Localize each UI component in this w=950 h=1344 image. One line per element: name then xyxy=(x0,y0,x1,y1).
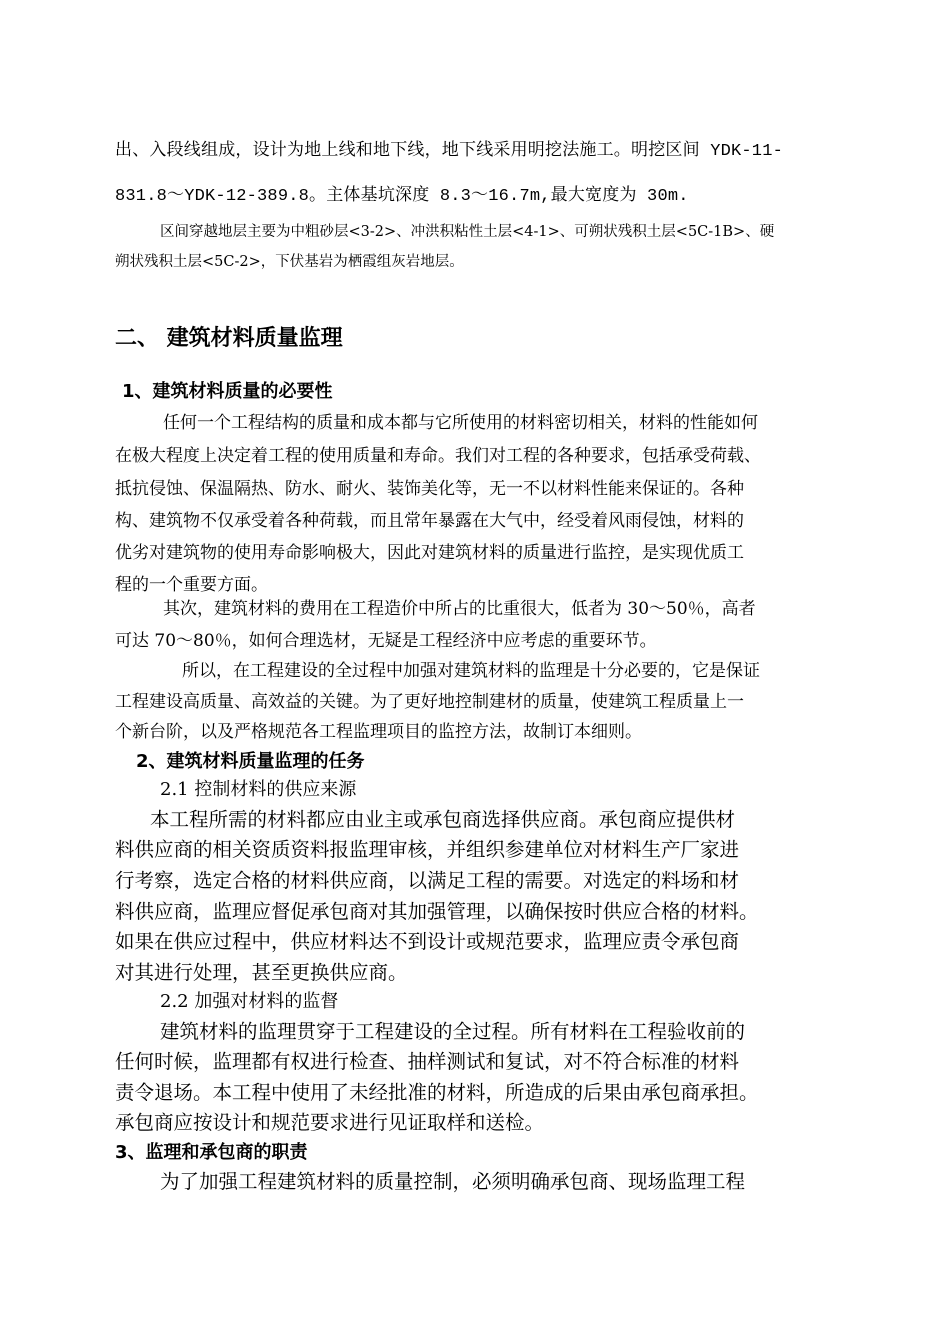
item-2-1-line-2: 料供应商的相关资质资料报监理审核，并组织参建单位对材料生产厂家进 xyxy=(115,838,740,861)
item-2-1-title: 2.1 控制材料的供应来源 xyxy=(160,779,357,800)
section-heading: 二、 建筑材料质量监理 xyxy=(115,326,343,351)
subsection-2-heading: 2、建筑材料质量监理的任务 xyxy=(136,751,365,772)
subsection-3-heading: 3、监理和承包商的职责 xyxy=(115,1142,308,1163)
para1-line-6: 程的一个重要方面。 xyxy=(115,575,268,595)
para3-line-1: 所以，在工程建设的全过程中加强对建筑材料的监理是十分必要的，它是保证 xyxy=(182,661,760,681)
subsection-1-heading: 1、建筑材料质量的必要性 xyxy=(122,381,333,402)
para1-line-2: 在极大程度上决定着工程的使用质量和寿命。我们对工程的各种要求，包括承受荷载、 xyxy=(115,446,761,466)
item-2-2-line-3: 责令退场。本工程中使用了未经批准的材料，所造成的后果由承包商承担。 xyxy=(115,1081,759,1104)
strata-line-2: 朔状残积土层<5C-2>，下伏基岩为栖霞组灰岩地层。 xyxy=(115,254,464,270)
para2-line-1: 其次，建筑材料的费用在工程造价中所占的比重很大，低者为 30～50％，高者 xyxy=(163,599,756,619)
item-2-2-line-4: 承包商应按设计和规范要求进行见证取样和送检。 xyxy=(115,1111,545,1134)
item-2-1-line-1: 本工程所需的材料都应由业主或承包商选择供应商。承包商应提供材 xyxy=(150,808,736,831)
item-2-1-line-6: 对其进行处理，甚至更换供应商。 xyxy=(115,961,408,984)
strata-line-1: 区间穿越地层主要为中粗砂层<3-2>、冲洪积粘性土层<4-1>、可朔状残积土层<5C-1B>、硬 xyxy=(160,224,775,240)
item-2-1-line-5: 如果在供应过程中，供应材料达不到设计或规范要求，监理应责令承包商 xyxy=(115,930,740,953)
item-2-2-title: 2.2 加强对材料的监督 xyxy=(160,991,339,1012)
para3-line-3: 个新台阶，以及严格规范各工程监理项目的监控方法，故制订本细则。 xyxy=(115,722,642,742)
intro-line-1: 出、入段线组成，设计为地上线和地下线，地下线采用明挖法施工。明挖区间 YDK-11- xyxy=(115,142,784,161)
item-2-2-line-1: 建筑材料的监理贯穿于工程建设的全过程。所有材料在工程验收前的 xyxy=(160,1020,746,1043)
para1-line-3: 抵抗侵蚀、保温隔热、防水、耐火、装饰美化等，无一不以材料性能来保证的。各种 xyxy=(115,479,744,499)
para3-line-2: 工程建设高质量、高效益的关键。为了更好地控制建材的质量，使建筑工程质量上一 xyxy=(115,692,744,712)
para1-line-1: 任何一个工程结构的质量和成本都与它所使用的材料密切相关，材料的性能如何 xyxy=(163,413,758,433)
item-2-1-line-3: 行考察，选定合格的材料供应商，以满足工程的需要。对选定的料场和材 xyxy=(115,869,740,892)
subsection-3-line-1: 为了加强工程建筑材料的质量控制，必须明确承包商、现场监理工程 xyxy=(160,1170,746,1193)
item-2-2-line-2: 任何时候，监理都有权进行检查、抽样测试和复试，对不符合标准的材料 xyxy=(115,1050,740,1073)
para2-line-2: 可达 70～80％，如何合理选材，无疑是工程经济中应考虑的重要环节。 xyxy=(115,631,657,651)
para1-line-5: 优劣对建筑物的使用寿命影响极大，因此对建筑材料的质量进行监控，是实现优质工 xyxy=(115,543,744,563)
intro-line-2: 831.8～YDK-12-389.8。主体基坑深度 8.3～16.7m,最大宽度为 30m. xyxy=(115,187,689,206)
item-2-1-line-4: 料供应商，监理应督促承包商对其加强管理，以确保按时供应合格的材料。 xyxy=(115,900,759,923)
para1-line-4: 构、建筑物不仅承受着各种荷载，而且常年暴露在大气中，经受着风雨侵蚀，材料的 xyxy=(115,511,744,531)
